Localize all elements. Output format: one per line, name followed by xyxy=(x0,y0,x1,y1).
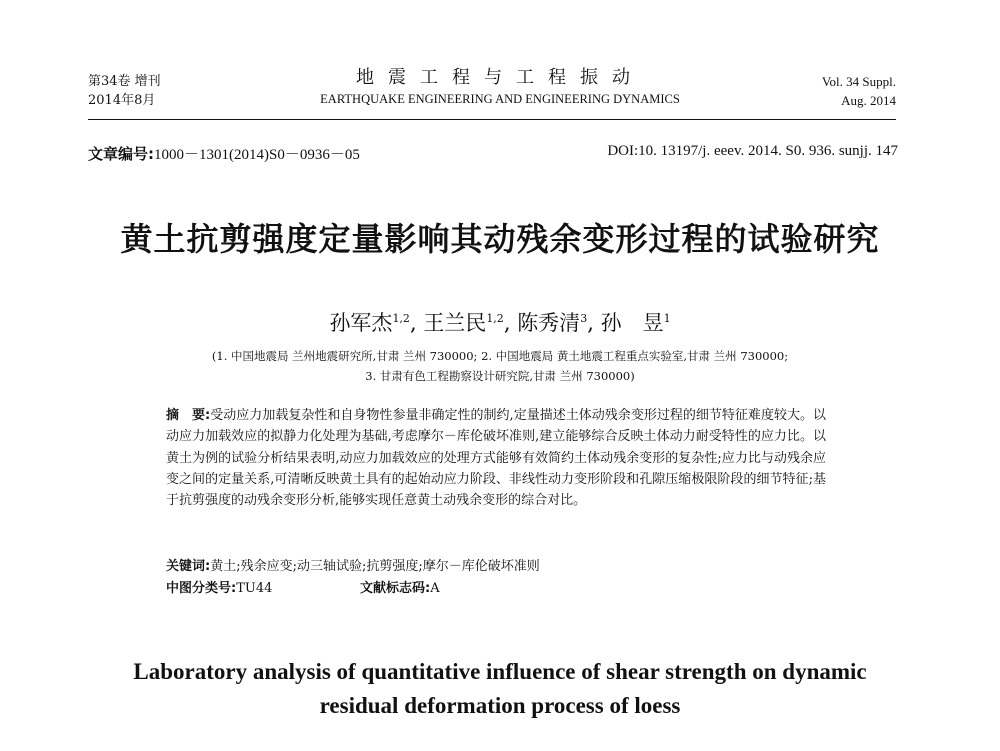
paper-title-en xyxy=(0,655,1000,723)
doi: DOI:10. 13197/j. eeev. 2014. S0. 936. sunjj. 147 xyxy=(607,143,898,159)
keywords-label: 关键词: xyxy=(166,559,211,574)
article-number xyxy=(88,143,360,164)
author-affiliation: 1 xyxy=(663,312,671,325)
author-list xyxy=(0,307,1000,337)
author-affiliation: 1,2 xyxy=(392,312,410,325)
document-code-label: 文献标志码: xyxy=(360,581,431,596)
article-number-label: 文章编号: xyxy=(88,145,154,163)
author-separator: , xyxy=(587,311,594,335)
volume-cn: 第34卷 增刊 xyxy=(88,74,161,89)
journal-title-en: EARTHQUAKE ENGINEERING AND ENGINEERING DYNAMICS xyxy=(320,92,680,106)
paper-title-en-line2: residual deformation process of loess xyxy=(319,693,681,718)
clc-value: TU44 xyxy=(236,581,273,596)
journal-title-cn: 地震工程与工程振动 xyxy=(356,67,644,88)
author-name: 孙 昱 xyxy=(600,311,664,335)
author-separator: , xyxy=(409,311,417,335)
abstract-label: 摘 要: xyxy=(166,408,211,423)
volume-en: Vol. 34 Suppl. xyxy=(821,74,896,89)
author-name: 孙军杰 xyxy=(329,311,393,335)
keywords xyxy=(166,555,540,574)
author-affiliation: 3 xyxy=(580,312,588,325)
date-cn: 2014年8月 xyxy=(88,93,156,108)
abstract-text: 受动应力加载复杂性和自身物性参量非确定性的制约,定量描述土体动残余变形过程的细节特征难度较大。以动应力加载效应的拟静力化处理为基础,考虑摩尔－库伦破坏准则,建立能够综合反映土体动力耐受特性的应力比。以黄土为例的试验分析结果表明,动应力加载效应的处理方式能够有效简约土体动残余变形的复杂性;应力比与动残余应变之间的定量关系,可清晰反映黄土具有的起始动应力阶段、非线性动力变形阶段和孔隙压缩极限阶段的细节特征;基于抗剪强度的动残余变形分析,能够实现任意黄土动残余变形的综合对比。 xyxy=(166,408,827,509)
header-rule xyxy=(88,119,896,120)
header-right xyxy=(822,72,896,110)
author-affiliation: 1,2 xyxy=(486,312,504,325)
clc-label: 中图分类号: xyxy=(166,581,237,596)
keywords-text: 黄土;残余应变;动三轴试验;抗剪强度;摩尔－库伦破坏准则 xyxy=(210,559,540,574)
affiliation-line: (1. 中国地震局 兰州地震研究所,甘肃 兰州 730000; 2. 中国地震局 黄土地震工程重点实验室,甘肃 兰州 730000; xyxy=(211,349,789,363)
journal-header xyxy=(280,66,720,108)
document-code-value: A xyxy=(430,581,440,596)
paper-title-cn: 黄土抗剪强度定量影响其动残余变形过程的试验研究 xyxy=(120,220,880,258)
paper-title-en-line1: Laboratory analysis of quantitative influence of shear strength on dynamic xyxy=(133,659,867,684)
affiliation-line: 3. 甘肃有色工程勘察设计研究院,甘肃 兰州 730000) xyxy=(365,369,635,383)
header-left xyxy=(88,72,161,110)
author-name: 王兰民 xyxy=(423,311,487,335)
document-code xyxy=(360,577,440,596)
abstract xyxy=(166,405,826,511)
clc-number xyxy=(166,577,272,596)
author-separator: , xyxy=(503,311,511,335)
article-number-value: 1000－1301(2014)S0－0936－05 xyxy=(154,147,360,163)
author-name: 陈秀清 xyxy=(517,311,581,335)
date-en: Aug. 2014 xyxy=(841,93,896,108)
